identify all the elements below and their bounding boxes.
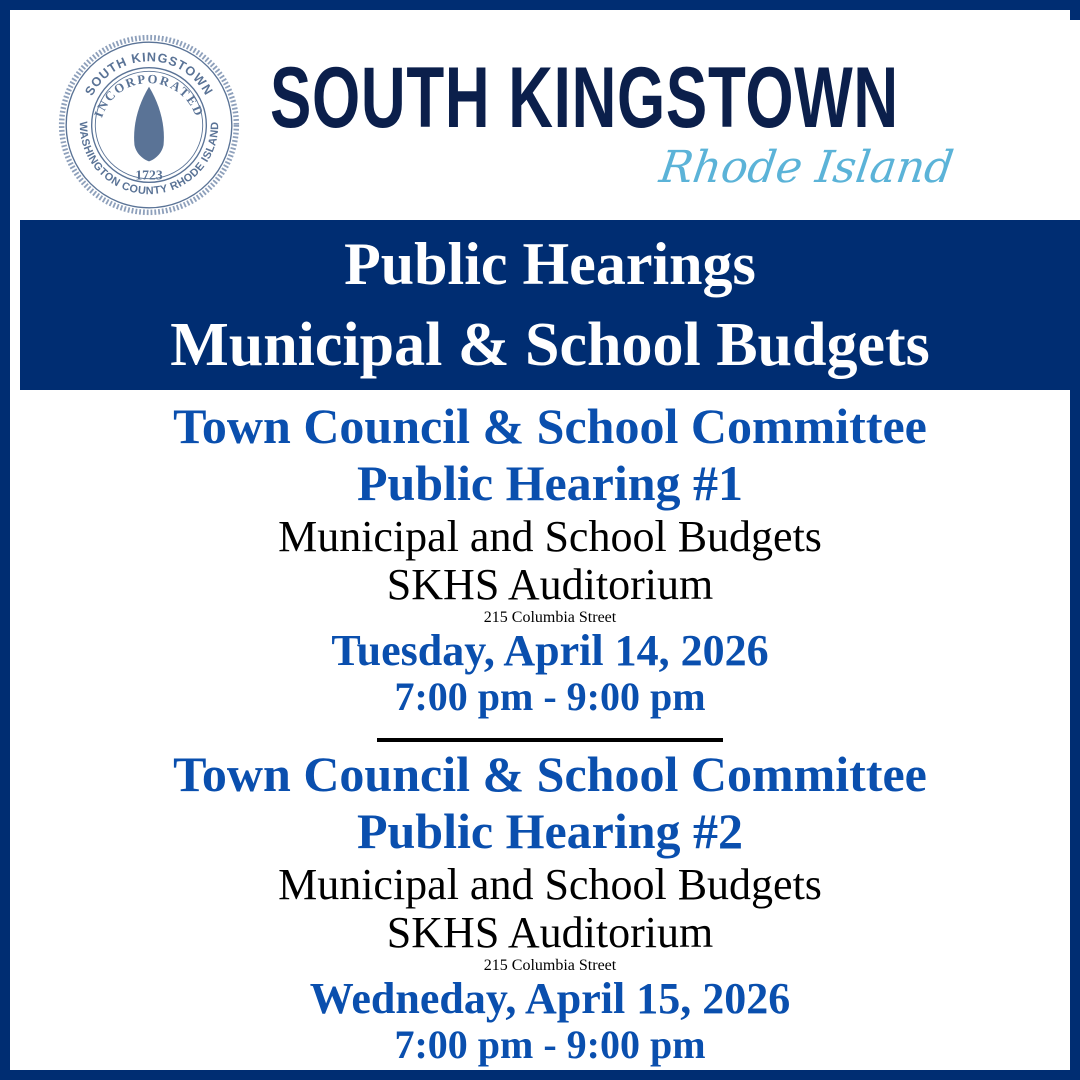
hearing-address: 215 Columbia Street <box>483 609 617 626</box>
hearing-time: 7:00 pm - 9:00 pm <box>394 1022 706 1067</box>
svg-text:WASHINGTON COUNTY RHODE ISLAND: WASHINGTON COUNTY RHODE ISLAND <box>76 121 222 198</box>
state-name-subtitle: Rhode Island <box>656 142 957 193</box>
svg-text:1723: 1723 <box>135 167 163 183</box>
svg-text:INCORPORATED: INCORPORATED <box>91 71 207 120</box>
hearing-date: Tuesday, April 14, 2026 <box>331 626 769 675</box>
hearing-venue: SKHS Auditorium <box>386 560 714 609</box>
header <box>20 20 1080 220</box>
town-seal-icon <box>58 34 240 216</box>
section-divider <box>377 738 723 742</box>
hearing-time: 7:00 pm - 9:00 pm <box>394 674 706 719</box>
hearing-date: Wedneday, April 15, 2026 <box>309 974 791 1023</box>
banner-subtitle: Municipal & School Budgets <box>170 311 930 379</box>
hearing-number: Public Hearing #1 <box>356 455 744 511</box>
hearing-1 <box>20 398 1080 720</box>
hearing-title: Town Council & School Committee <box>173 746 927 802</box>
town-name-title: SOUTH KINGSTOWN <box>270 50 899 146</box>
hearing-number: Public Hearing #2 <box>356 803 744 859</box>
hearing-title: Town Council & School Committee <box>173 398 927 454</box>
hearing-budgets: Municipal and School Budgets <box>278 860 822 909</box>
banner <box>20 220 1080 390</box>
hearing-budgets: Municipal and School Budgets <box>278 512 822 561</box>
hearing-2 <box>20 746 1080 1068</box>
hearing-venue: SKHS Auditorium <box>386 908 714 957</box>
svg-text:SOUTH KINGSTOWN: SOUTH KINGSTOWN <box>81 49 217 99</box>
hearing-address: 215 Columbia Street <box>483 957 617 974</box>
banner-title: Public Hearings <box>344 231 756 297</box>
